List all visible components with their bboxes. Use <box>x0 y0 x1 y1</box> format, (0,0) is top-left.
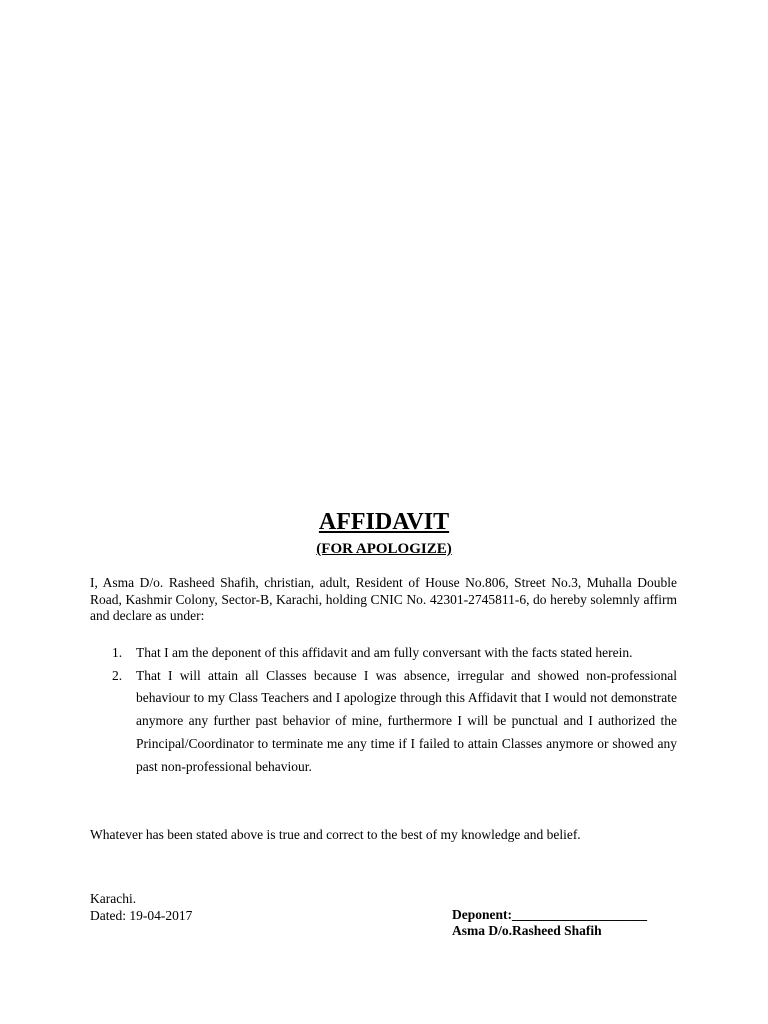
document-subtitle: (FOR APOLOGIZE) <box>316 541 452 557</box>
list-item-text: That I am the deponent of this affidavit and am fully conversant with the facts stated herein. <box>136 645 633 660</box>
list-item-text: That I will attain all Classes because I was absence, irregular and showed non-professional behaviour to my Class Teachers and I apologize through this Affidavit that I would not demonstrate anymore any further past behavior of mine, furthermore I will be punctual and I authorized the Principal/Coordinator to terminate me any time if I failed to attain Classes anymore or showed any past non-professional behaviour. <box>136 667 677 774</box>
intro-paragraph: I, Asma D/o. Rasheed Shafih, christian, adult, Resident of House No.806, Street No.3, Muhalla Double Road, Kashmir Colony, Sector-B, Karachi, holding CNIC No. 42301-2745811-6, do hereby solemnly affirm and declare as under: <box>90 575 677 623</box>
place-text: Karachi. <box>90 891 137 906</box>
list-item <box>90 642 677 665</box>
deponent-name: Asma D/o.Rasheed Shafih <box>452 923 602 938</box>
list-item-number: 2. <box>112 667 123 683</box>
closing-paragraph: Whatever has been stated above is true and correct to the best of my knowledge and belief. <box>90 827 581 842</box>
date-text: Dated: 19-04-2017 <box>90 908 193 923</box>
document-title: AFFIDAVIT <box>318 509 450 535</box>
declaration-list <box>90 642 677 778</box>
list-item <box>90 665 677 779</box>
list-item-number: 1. <box>112 645 123 660</box>
deponent-signature-line: Deponent:____________________ <box>452 907 647 922</box>
